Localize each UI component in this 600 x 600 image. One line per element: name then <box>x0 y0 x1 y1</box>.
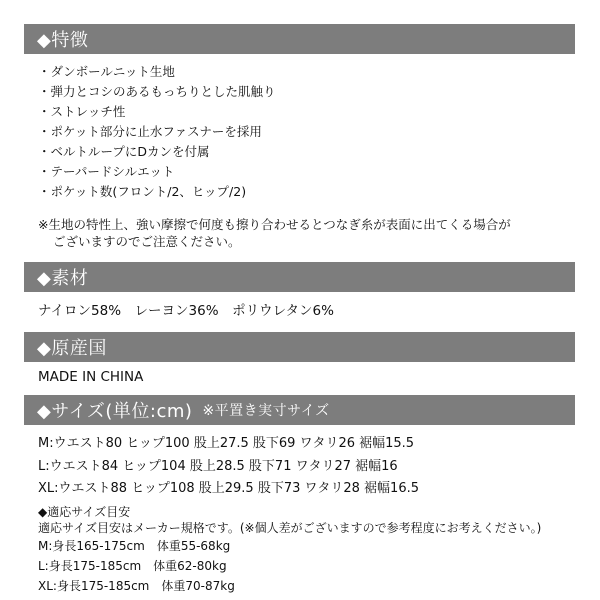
features-header <box>24 24 575 54</box>
feature-item: ・ベルトループにDカンを付属 <box>38 144 210 159</box>
material-header-text: ◆素材 <box>37 268 89 289</box>
origin-header <box>24 332 575 362</box>
feature-item: ・ポケット部分に止水ファスナーを採用 <box>38 124 262 139</box>
size-row-l: L:ウエスト84 ヒップ104 股上28.5 股下71 ワタリ27 裾幅16 <box>38 459 398 474</box>
material-text: ナイロン58% レーヨン36% ポリウレタン6% <box>38 303 334 319</box>
material-header <box>24 262 575 292</box>
fit-guide-row-l: L:身長175-185cm 体重62-80kg <box>38 559 227 573</box>
feature-item: ・テーパードシルエット <box>38 164 175 179</box>
size-header-note: ※平置き実寸サイズ <box>202 403 330 419</box>
fit-guide-note: 適応サイズ目安はメーカー規格です。(※個人差がございますので参考程度にお考えください。) <box>38 521 542 535</box>
size-row-xl: XL:ウエスト88 ヒップ108 股上29.5 股下73 ワタリ28 裾幅16.5 <box>38 481 419 496</box>
origin-text: MADE IN CHINA <box>38 369 144 385</box>
caution-note-line-2: ございますのでご注意ください。 <box>53 234 241 249</box>
feature-item: ・ポケット数(フロント/2、ヒップ/2) <box>38 184 247 199</box>
fit-guide-title: ◆適応サイズ目安 <box>38 505 131 519</box>
size-row-m: M:ウエスト80 ヒップ100 股上27.5 股下69 ワタリ26 裾幅15.5 <box>38 436 415 451</box>
features-header-text: ◆特徴 <box>37 30 89 51</box>
feature-item: ・弾力とコシのあるもっちりとした肌触り <box>38 84 276 99</box>
size-header <box>24 395 575 425</box>
feature-item: ・ストレッチ性 <box>38 104 126 119</box>
size-header-text: ◆サイズ(単位:cm) <box>37 401 193 422</box>
fit-guide-row-xl: XL:身長175-185cm 体重70-87kg <box>38 579 235 593</box>
fit-guide-row-m: M:身長165-175cm 体重55-68kg <box>38 539 231 553</box>
caution-note-line-1: ※生地の特性上、強い摩擦で何度も擦り合わせるとつなぎ糸が表面に出てくる場合が <box>38 217 511 232</box>
origin-header-text: ◆原産国 <box>37 338 107 359</box>
feature-item: ・ダンボールニット生地 <box>38 64 175 79</box>
